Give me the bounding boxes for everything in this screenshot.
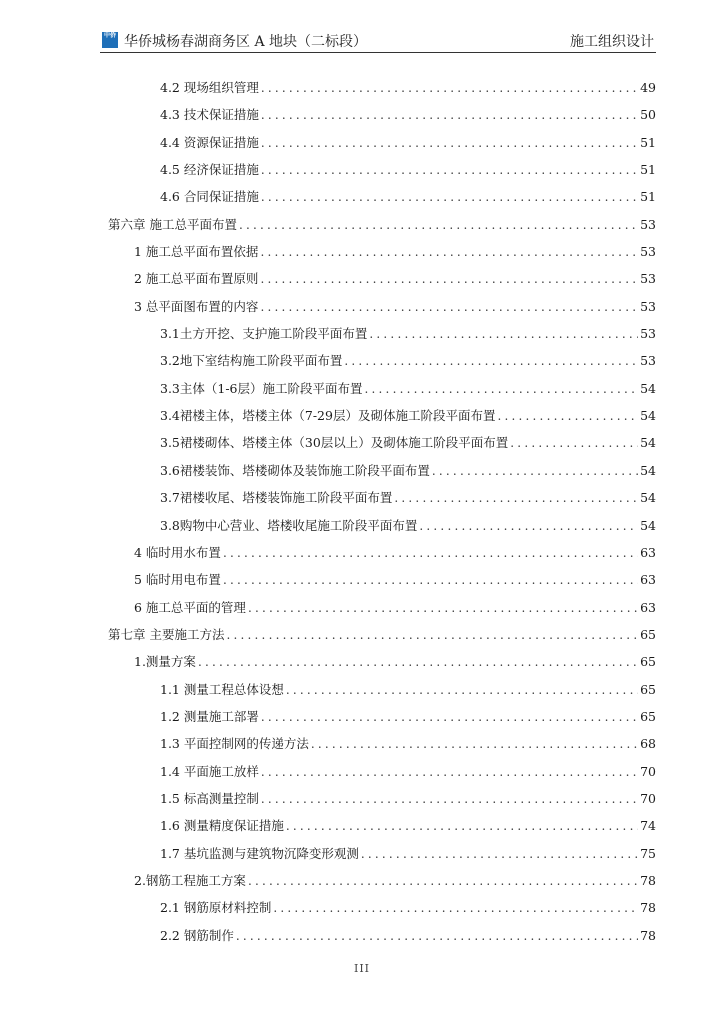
toc-entry-page: 53 — [640, 271, 656, 287]
company-logo-icon: 中侨 — [102, 32, 118, 48]
toc-dot-leader — [261, 190, 638, 204]
toc-entry-page: 54 — [640, 490, 656, 506]
toc-entry-label: 3.4裙楼主体，塔楼主体（7-29层）及砌体施工阶段平面布置 — [160, 408, 496, 424]
toc-dot-leader — [226, 628, 638, 642]
toc-entry[interactable] — [0, 510, 724, 537]
toc-entry-label: 4.2 现场组织管理 — [160, 80, 259, 95]
toc-entry-label: 1.2 测量施工部署 — [160, 708, 259, 724]
toc-entry[interactable] — [0, 838, 724, 865]
toc-dot-leader — [261, 710, 638, 724]
toc-entry[interactable] — [0, 619, 724, 646]
toc-entry[interactable] — [0, 236, 724, 263]
toc-entry-page: 51 — [640, 162, 656, 178]
toc-entry-label: 4 临时用水布置 — [134, 544, 221, 560]
toc-entry[interactable] — [0, 810, 724, 837]
toc-entry-label: 1.测量方案 — [134, 654, 196, 670]
toc-entry-page: 68 — [640, 736, 656, 752]
toc-entry-page: 51 — [640, 134, 656, 150]
toc-entry-page: 65 — [640, 654, 656, 670]
toc-entry-label: 4.4 资源保证措施 — [160, 134, 259, 150]
toc-entry[interactable] — [0, 72, 724, 99]
toc-entry[interactable] — [0, 482, 724, 509]
toc-entry[interactable] — [0, 892, 724, 919]
toc-dot-leader — [497, 409, 638, 423]
toc-dot-leader — [260, 272, 638, 286]
toc-entry[interactable] — [0, 427, 724, 454]
toc-entry-page: 63 — [640, 599, 656, 615]
toc-entry-label: 4.3 技术保证措施 — [160, 107, 259, 123]
toc-entry[interactable] — [0, 865, 724, 892]
toc-entry-page: 53 — [640, 353, 656, 369]
toc-entry[interactable] — [0, 291, 724, 318]
toc-dot-leader — [239, 218, 638, 232]
toc-entry-label: 3.5裙楼砌体、塔楼主体（30层以上）及砌体施工阶段平面布置 — [160, 435, 509, 451]
toc-dot-leader — [361, 847, 638, 861]
toc-entry-page: 54 — [640, 380, 656, 396]
toc-entry[interactable] — [0, 756, 724, 783]
toc-entry[interactable] — [0, 537, 724, 564]
toc-entry-page: 70 — [640, 790, 656, 806]
toc-entry[interactable] — [0, 783, 724, 810]
toc-entry-page: 53 — [640, 216, 656, 232]
toc-entry-page: 65 — [640, 681, 656, 697]
document-type: 施工组织设计 — [570, 34, 654, 50]
toc-entry-label: 1.5 标高测量控制 — [160, 790, 259, 806]
toc-dot-leader — [248, 874, 638, 888]
toc-dot-leader — [260, 245, 638, 259]
toc-entry-page: 65 — [640, 626, 656, 642]
toc-entry-page: 78 — [640, 872, 656, 888]
toc-dot-leader — [261, 163, 638, 177]
toc-entry-label: 3.6裙楼装饰、塔楼砌体及装饰施工阶段平面布置 — [160, 462, 430, 478]
toc-entry[interactable] — [0, 181, 724, 208]
toc-entry-page: 51 — [640, 189, 656, 205]
toc-entry[interactable] — [0, 592, 724, 619]
toc-entry[interactable] — [0, 400, 724, 427]
toc-entry-page: 70 — [640, 763, 656, 779]
toc-entry[interactable] — [0, 154, 724, 181]
toc-dot-leader — [419, 519, 638, 533]
toc-dot-leader — [432, 464, 638, 478]
toc-entry-label: 2 施工总平面布置原则 — [134, 271, 259, 287]
toc-entry[interactable] — [0, 455, 724, 482]
toc-entry-label: 1.7 基坑监测与建筑物沉降变形观测 — [160, 845, 359, 861]
toc-entry-label: 第六章 施工总平面布置 — [108, 216, 237, 232]
toc-entry-page: 63 — [640, 572, 656, 588]
toc-entry-page: 49 — [640, 80, 656, 95]
toc-dot-leader — [236, 929, 638, 943]
toc-dot-leader — [261, 765, 638, 779]
toc-entry-label: 3.8购物中心营业、塔楼收尾施工阶段平面布置 — [160, 517, 418, 533]
toc-entry-label: 4.5 经济保证措施 — [160, 162, 259, 178]
toc-entry[interactable] — [0, 564, 724, 591]
toc-entry-label: 5 临时用电布置 — [134, 572, 221, 588]
toc-dot-leader — [261, 136, 638, 150]
toc-entry-label: 3 总平面图布置的内容 — [134, 298, 259, 314]
toc-entry-page: 63 — [640, 544, 656, 560]
toc-dot-leader — [248, 601, 638, 615]
toc-dot-leader — [261, 108, 638, 122]
toc-dot-leader — [273, 901, 638, 915]
toc-entry-page: 54 — [640, 408, 656, 424]
toc-entry-page: 74 — [640, 818, 656, 834]
toc-entry[interactable] — [0, 920, 724, 947]
toc-entry-page: 53 — [640, 326, 656, 342]
toc-entry-label: 1.6 测量精度保证措施 — [160, 818, 284, 834]
toc-dot-leader — [286, 683, 638, 697]
toc-dot-leader — [365, 382, 639, 396]
toc-entry[interactable] — [0, 646, 724, 673]
toc-dot-leader — [260, 300, 638, 314]
toc-entry-label: 6 施工总平面的管理 — [134, 599, 246, 615]
toc-entry-label: 3.3主体（1-6层）施工阶段平面布置 — [160, 380, 363, 396]
toc-entry-label: 2.钢筋工程施工方案 — [134, 872, 246, 888]
toc-dot-leader — [198, 655, 638, 669]
toc-entry[interactable] — [0, 263, 724, 290]
toc-entry-label: 第七章 主要施工方法 — [108, 626, 225, 642]
toc-entry[interactable] — [0, 127, 724, 154]
toc-entry[interactable] — [0, 728, 724, 755]
toc-dot-leader — [261, 792, 638, 806]
toc-entry[interactable] — [0, 345, 724, 372]
project-title: 华侨城杨春湖商务区 A 地块（二标段） — [124, 34, 368, 50]
toc-entry-page: 54 — [640, 517, 656, 533]
toc-entry-label: 1.3 平面控制网的传递方法 — [160, 736, 309, 752]
toc-entry-label: 4.6 合同保证措施 — [160, 189, 259, 205]
toc-entry-label: 2.2 钢筋制作 — [160, 927, 234, 943]
toc-entry-page: 53 — [640, 244, 656, 260]
toc-entry-label: 3.2地下室结构施工阶段平面布置 — [160, 353, 343, 369]
table-of-contents — [0, 72, 724, 947]
toc-entry[interactable] — [0, 99, 724, 126]
toc-entry-label: 2.1 钢筋原材料控制 — [160, 900, 272, 916]
toc-dot-leader — [223, 573, 638, 587]
toc-dot-leader — [223, 546, 638, 560]
toc-entry-page: 75 — [640, 845, 656, 861]
toc-entry[interactable] — [0, 701, 724, 728]
toc-entry[interactable] — [0, 318, 724, 345]
toc-entry-label: 1 施工总平面布置依据 — [134, 244, 259, 260]
toc-dot-leader — [394, 491, 638, 505]
page-header — [100, 30, 656, 53]
toc-entry-page: 65 — [640, 708, 656, 724]
toc-entry-page: 50 — [640, 107, 656, 123]
toc-entry[interactable] — [0, 373, 724, 400]
toc-entry-page: 53 — [640, 298, 656, 314]
toc-entry-page: 78 — [640, 927, 656, 943]
toc-dot-leader — [261, 81, 638, 95]
toc-dot-leader — [286, 819, 638, 833]
toc-entry[interactable] — [0, 209, 724, 236]
toc-entry-page: 54 — [640, 462, 656, 478]
page-number: III — [353, 962, 371, 975]
toc-dot-leader — [344, 354, 638, 368]
toc-entry-label: 3.7裙楼收尾、塔楼装饰施工阶段平面布置 — [160, 490, 393, 506]
toc-entry-label: 1.1 测量工程总体设想 — [160, 681, 284, 697]
toc-entry-page: 78 — [640, 900, 656, 916]
toc-entry[interactable] — [0, 674, 724, 701]
toc-entry-label: 3.1土方开挖、支护施工阶段平面布置 — [160, 326, 368, 342]
toc-entry-page: 54 — [640, 435, 656, 451]
toc-entry-label: 1.4 平面施工放样 — [160, 763, 259, 779]
toc-dot-leader — [311, 737, 638, 751]
toc-dot-leader — [510, 436, 638, 450]
toc-dot-leader — [369, 327, 638, 341]
